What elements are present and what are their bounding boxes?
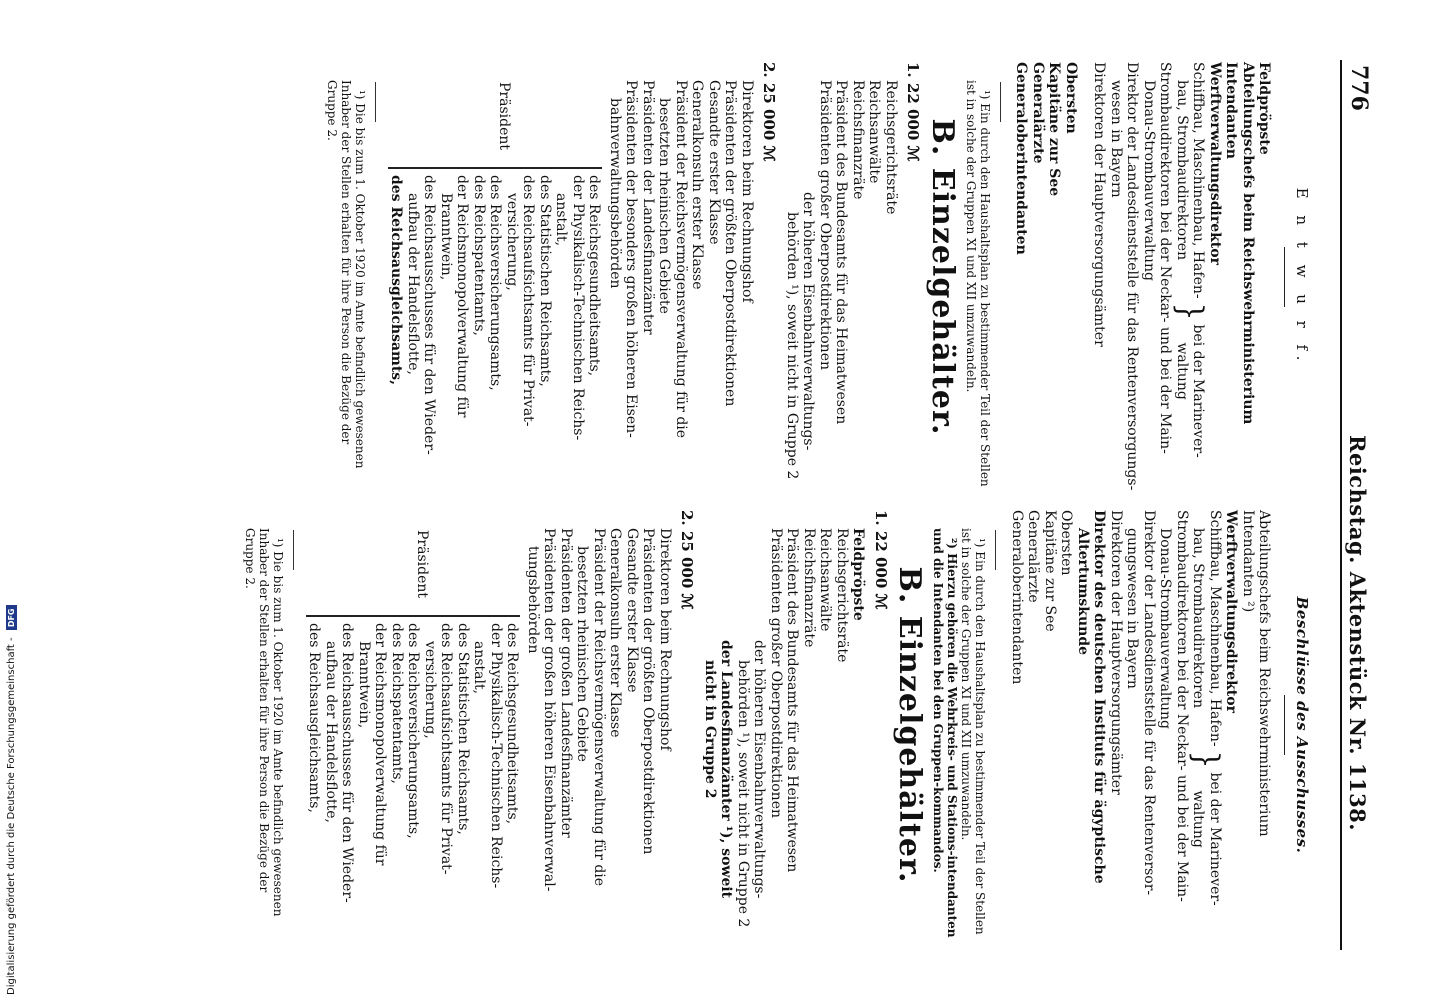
dfg-logo: DFG (6, 606, 17, 631)
list-item: bahnverwaltungsbehörden (607, 98, 623, 289)
list-item: der Landesfinanzämter ¹), soweit (718, 640, 735, 899)
brace-label: waltung (1174, 342, 1190, 400)
list-item: Generalärzte (1030, 62, 1046, 164)
title-rule (1285, 247, 1286, 307)
list-item: Direktoren der Hauptversorgungsämter (1108, 510, 1124, 795)
list-item: der Reichsmonopolverwaltung für (454, 175, 471, 418)
president-group (388, 62, 603, 492)
digitization-credit (6, 10, 28, 995)
brace-label: bei der Marinever- (1207, 772, 1223, 906)
column-title: Beschlüsse des Ausschusses. (1293, 596, 1311, 854)
list-item: Werftverwaltungsdirektor (1223, 510, 1240, 713)
list-item: behörden ¹), soweit nicht in Gruppe 2 (784, 212, 800, 480)
list-item: Werftverwaltungsdirektor (1207, 62, 1223, 265)
list-item: des Reichsversicherungsamts, (487, 175, 504, 391)
group-heading: 1. 22 000 ℳ (872, 510, 890, 610)
list-item: Präsidenten der Landesfinanzämter (640, 80, 656, 335)
list-item: Direktoren beim Rechnungshof (739, 80, 755, 303)
list-item: bau, Strombaudirektoren (1190, 528, 1207, 709)
president-label: Präsident (496, 82, 513, 151)
list-item: besetzten rheinischen Gebiete (656, 98, 673, 314)
list-item: anstalt, (553, 193, 570, 247)
list-item: Donau-Strombauverwaltung (1157, 528, 1174, 730)
list-item: Kapitäne zur See (1042, 510, 1058, 632)
group-heading: 2. 25 000 ℳ (760, 62, 779, 162)
list-item: Gesandte erster Klasse (624, 528, 640, 693)
list-item: Schiffbau, Maschinenbau, Hafen- (1190, 62, 1207, 299)
list-item: des Reichsaufsichtsamts für Privat- (520, 175, 537, 427)
list-item: Donau-Strombauverwaltung (1141, 80, 1157, 282)
footnote-rule (996, 530, 997, 570)
list-item: der Reichsmonopolverwaltung für (372, 623, 389, 866)
list-item: der Physikalisch-Technischen Reichs- (488, 623, 504, 889)
list-item: Intendanten (1223, 62, 1240, 159)
list-item: Direktoren der Hauptversorgungsämter (1091, 62, 1108, 347)
list-item: des Reichsgesundheitsamts, (586, 175, 603, 377)
list-item: Präsident des Bundesamts für das Heimatwesen (784, 528, 801, 873)
list-item: Reichsfinanzräte (801, 528, 817, 648)
list-item: Obersten (1058, 510, 1075, 576)
list-item: Reichsanwälte (866, 80, 883, 184)
brace-glyph: } (1170, 302, 1211, 321)
group-heading: 1. 22 000 ℳ (904, 62, 923, 162)
list-item: anstalt, (471, 641, 488, 695)
page-number: 776 (1346, 65, 1372, 111)
column-draft (325, 62, 1316, 492)
brace-label: waltung (1190, 790, 1207, 848)
list-item: Präsident des Bundesamts für das Heimatwesen (833, 80, 850, 425)
list-item: des Reichsgesundheitsamts, (504, 623, 521, 825)
list-item: Reichsgerichtsräte (883, 80, 899, 215)
brace-label: bei der Marinever- (1190, 324, 1207, 458)
list-item: Gesandte erster Klasse (706, 80, 722, 245)
list-item: aufbau der Handelsflotte, (405, 193, 421, 375)
list-item: Kapitäne zur See (1046, 62, 1063, 197)
column-committee (243, 510, 1316, 940)
list-item: Präsidenten der großen Landesfinanzämter (558, 528, 574, 838)
footnote-rule (375, 82, 376, 122)
list-item: des Reichsausgleichsamts, (388, 175, 405, 386)
column-title: E n t w u r f. (1293, 187, 1311, 367)
footnote: ²) Hierzu gehören die Wehrkreis- und Stations-intendanten und die Intendanten bei den Gruppen-kommandos. (931, 528, 960, 938)
marine-brace-group (1187, 510, 1227, 940)
brace-glyph: } (1187, 750, 1227, 769)
list-item: wesen in Bayern (1108, 80, 1124, 198)
list-item: Generaloberintendanten (1013, 62, 1030, 255)
header-rule (1340, 60, 1342, 950)
list-item: Feldpröpste (850, 528, 867, 621)
list-item: Präsidenten großer Oberpostdirektionen (768, 528, 784, 818)
footnote: ¹) Die bis zum 1. Oktober 1920 im Amte befindlich gewesenen Inhaber der Stellen erhalten für ihre Person die Bezüge der Gruppe 2. (325, 80, 367, 469)
list-item: des Reichsaufsichtsamts für Privat- (438, 623, 455, 875)
list-item: des Reichspatentamts, (471, 175, 487, 336)
list-item: Strombaudirektoren bei der Neckar- und bei der Main- (1174, 510, 1190, 902)
list-item: Direktor der Landesdienststelle für das Rentenversor- (1141, 510, 1157, 896)
list-item: der höheren Eisenbahnverwaltungs- (800, 192, 817, 451)
section-title: B. Einzelgehälter. (892, 566, 928, 884)
footnote: ¹) Ein durch den Haushaltsplan zu bestimmender Teil der Stellen ist in solche der Gruppen XI und XII umzuwandeln. (959, 528, 988, 935)
list-item: Präsidenten der größten Oberpostdirektionen (722, 80, 739, 407)
list-item: Abteilungschefs beim Reichswehrministerium (1240, 62, 1256, 425)
list-item: Obersten (1063, 62, 1079, 134)
group-heading: 2. 25 000 ℳ (678, 510, 697, 610)
president-label: Präsident (414, 530, 431, 599)
list-item: Reichsfinanzräte (850, 80, 866, 200)
footnote: ¹) Ein durch den Haushaltsplan zu bestimmender Teil der Stellen ist in solche der Gruppen XI und XII umzuwandeln. (964, 80, 992, 487)
list-item: besetzten rheinischen Gebiete (574, 546, 591, 762)
list-item: Generalkonsuln erster Klasse (607, 528, 624, 738)
list-item: Reichsgerichtsräte (834, 528, 850, 663)
list-item: Reichsanwälte (817, 528, 834, 632)
list-item: Abteilungschefs beim Reichswehrministerium (1256, 510, 1273, 837)
list-item: Direktor der Landesdienststelle für das Rentenversorgungs- (1124, 62, 1141, 491)
list-item: des Statistischen Reichsamts, (455, 623, 471, 835)
list-item: Schiffbau, Maschinenbau, Hafen- (1207, 510, 1223, 747)
list-item: des Reichsausschusses für den Wieder- (421, 175, 438, 455)
list-item: des Statistischen Reichsamts, (537, 175, 553, 387)
list-item: Generalkonsuln erster Klasse (689, 80, 706, 290)
section-title: B. Einzelgehälter. (925, 118, 960, 436)
list-item: der höheren Eisenbahnverwaltungs- (751, 640, 768, 899)
list-item: Präsidenten der großen höheren Eisenbahnverwal- (541, 528, 558, 892)
list-item: versicherung, (422, 641, 438, 739)
list-item: des Reichsversicherungsamts, (405, 623, 422, 839)
list-item: tungsbehörden (525, 546, 541, 654)
list-item: Präsident der Reichsvermögensverwaltung für die (591, 528, 607, 887)
list-item: nicht in Gruppe 2 (702, 660, 718, 799)
credit-text: Digitalisierung gefördert durch die Deutsche Forschungsgemeinschaft - (6, 637, 17, 995)
list-item: Strombaudirektoren bei der Neckar- und bei der Main- (1157, 62, 1174, 454)
list-item: versicherung, (504, 193, 520, 291)
list-item: Generalärzte (1025, 510, 1042, 603)
list-item: aufbau der Handelsflotte, (323, 641, 339, 823)
list-item: Direktor des deutschen Instituts für ägyptische (1091, 510, 1108, 884)
list-item: gungswesen in Bayern (1124, 528, 1141, 689)
president-list (388, 167, 603, 455)
footnote: ¹) Die bis zum 1. Oktober 1920 im Amte befindlich gewesenen Inhaber der Stellen erhalten für ihre Person die Bezüge der Gruppe 2. (243, 528, 285, 917)
president-list (306, 615, 521, 903)
list-item: Präsident der Reichsvermögensverwaltung für die (673, 80, 689, 439)
title-rule (1285, 695, 1286, 755)
footnote-rule (293, 530, 294, 570)
list-item: Präsidenten großer Oberpostdirektionen (817, 80, 833, 370)
running-head: Reichstag. Aktenstück Nr. 1138. (1345, 435, 1370, 832)
list-item: des Reichspatentamts, (389, 623, 405, 784)
marine-brace-group (1170, 62, 1211, 492)
list-item: Altertumskunde (1075, 528, 1091, 656)
list-item: des Reichsausgleichsamts, (306, 623, 323, 813)
list-item: Branntwein, (438, 193, 454, 281)
list-item: des Reichsausschusses für den Wieder- (339, 623, 356, 903)
president-group (306, 510, 521, 940)
list-item: behörden ¹), soweit nicht in Gruppe 2 (735, 660, 751, 928)
list-item: der Physikalisch-Technischen Reichs- (570, 175, 586, 441)
list-item: Feldpröpste (1256, 62, 1273, 155)
footnote-rule (1000, 82, 1001, 122)
list-item: Präsidenten der größten Oberpostdirektionen (640, 528, 657, 855)
list-item: Präsidenten der besonders großen höheren Eisen- (623, 80, 640, 438)
list-item: Intendanten ²) (1240, 510, 1256, 613)
list-item: bau, Strombaudirektoren (1174, 80, 1190, 261)
list-item: Direktoren beim Rechnungshof (657, 528, 673, 751)
list-item: Branntwein, (356, 641, 372, 729)
list-item: Generaloberintendanten (1009, 510, 1025, 685)
